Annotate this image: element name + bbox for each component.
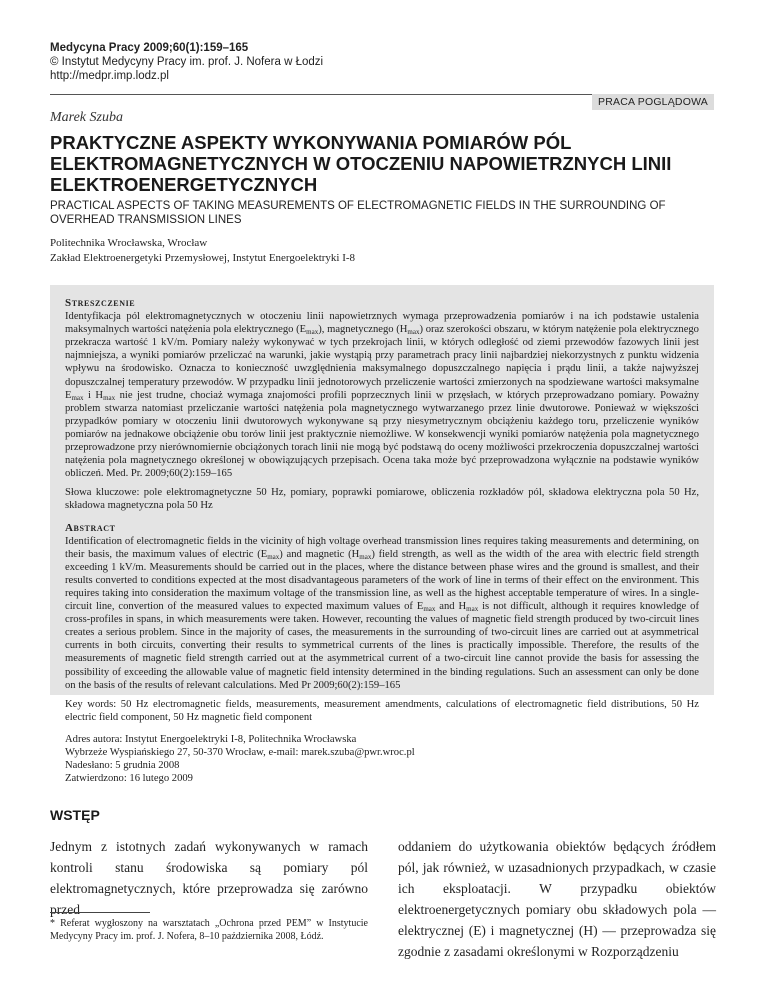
- intro-column-left: Jednym z istotnych zadań wykonywanych w ramach kontroli stanu środowiska są pomiary pól elektromagnetycznych, które przeprowadza się zarówno przed: [50, 839, 368, 917]
- article-title: PRAKTYCZNE ASPEKTY WYKONYWANIA POMIARÓW PÓL ELEKTROMAGNETYCZNYCH W OTOCZENIU NAPOWIETRZNYCH LINII ELEKTROENERGETYCZNYCH: [50, 132, 672, 195]
- affiliation-university: Politechnika Wrocławska, Wrocław: [50, 237, 208, 249]
- abstract-heading: Abstract: [65, 521, 116, 534]
- footnote-rule: [50, 912, 150, 913]
- correspondence-address: Adres autora: Instytut Energoelektryki I-8, Politechnika Wrocławska: [65, 733, 357, 745]
- article-type-badge: PRACA POGLĄDOWA: [592, 94, 714, 110]
- abstract-box: [50, 285, 714, 785]
- affiliation: [50, 236, 355, 266]
- streszczenie-text: Identyfikacja pól elektromagnetycznych w otoczeniu linii napowietrznych wymaga przeprowadzenia pomiarów i na ich podstawie ustalenia maksymalnych wartości natężenia pola elektrycznego $(E_{max})$, magnetycznego $(H_{max})$ oraz szerokości obszaru, w którym natężenie pola elektrycznego przekracza wartość 1 kV/m. Pomiary należy wykonywać w tych przekrojach linii, w których odległość od ziemi przewodów fazowych linii jest najmniejsza, a wyniki pomiarów przeliczać na warunki, jakie wystąpią przy parametrach pracy linii najbardziej niekorzystnych z punktu widzenia wpływu na środowisko. Oznacza to konieczność uwzględnienia maksymalnego dopuszczalnego napięcia i prądu linii, a także najwyższej dopuszczalnej temperatury przewodów. W przypadku linii jednotorowych przeliczenie wartości zmierzonych na spodziewane wartości maksymalne $E_{max}$ i $H_{max}$ nie jest trudne, chociaż wymaga znajomości profili poprzecznych linii w przęsłach, w których przeprowadzano pomiary. Poważny problem stwarza natomiast przeliczanie wartości natężenia pola magnetycznego wytwarzanego przez linie dwutorowe. Ponieważ w większości przypadków pomiary w otoczeniu linii dwutorowych wykonywane są przy niesymetrycznym obciążeniu każdego toru, przeliczenie wyników pomiarów na jednakowe obciążenie obu torów linii jest praktycznie niemożliwe. W konsekwencji wyniki pomiarów natężenia pola magnetycznego przeprowadzone przy nierównomiernie obciążonych torach linii nie mogą być podstawą do oceny możliwości przekroczenia dopuszczalnej wartości natężenia pola magnetycznego określonej w obowiązujących przepisach. Ocena taka może być przeprowadzona wyłącznie na podstawie wyników obliczeń. Med. Pr. 2009;60(2):159–165: [65, 311, 700, 480]
- section-heading-introduction: WSTĘP: [50, 807, 100, 823]
- copyright-line: © Instytut Medycyny Pracy im. prof. J. Nofera w Łodzi: [50, 56, 324, 68]
- author-name: Marek Szuba: [50, 110, 123, 125]
- streszczenie-heading: Streszczenie: [65, 297, 136, 309]
- abstract-text: Identification of electromagnetic fields in the vicinity of high voltage overhead transmission lines requires taking measurements and determining, on their basis, the maximum values of electric $(E_{max})$ and magnetic $(H_{max})$ field strength, as well as the width of the area with electric field strength exceeding 1 kV/m. Measurements should be carried out in the places, where the distance between phase wires and the ground is smallest, and their results converted to conditions expected at the most disadvantageous parameters of the work of line in terms of their effect on the environment. This requires taking into consideration the maximum voltage of the transmission line, as well as the highest acceptable temperature of wires. In a single-circuit line, convertion of the measured values to expected maximum values of $E_{max}$ and $H_{max}$ is not difficult, although it requires knowledge of cross-profiles in spans, in which measurements were taken. However, recounting the values of magnetic field strength produced by two-circuit lines creates a serious problem. Since in the majority of cases, the measurements in the surrounding of two-circuit lines are carried out at asymmetrical currents in both circuits, converting their results to symmetrical currents of the lines is practically impossible. Therefore, the results of the measurements of magnetic field strength carried out at the asymmetrical current of a two-circuit line cannot provide the basis for assessing the possibility of exceeding the allowable value of magnetic field intensity determined in the binding regulations. Such an assessment can only be done on the basis of the results of relevant calculations. Med Pr 2009;60(2):159–165: [65, 535, 700, 691]
- intro-column-right: oddaniem do użytkowania obiektów będących źródłem pól, jak również, w uzasadnionych przypadkach, w czasie ich eksploatacji. W przypadku obiektów elektroenergetycznych pomiary obu składowych pola — elektrycznej (E) i magnetycznej (H) — przeprowadza się zgodnie z zasadami określonymi w Rozporządzeniu: [398, 839, 716, 959]
- received-date: Nadesłano: 5 grudnia 2008: [65, 760, 180, 772]
- affiliation-department: Zakład Elektroenergetyki Przemysłowej, Instytut Energoelektryki I-8: [50, 252, 356, 264]
- journal-url[interactable]: http://medpr.imp.lodz.pl: [50, 70, 169, 82]
- correspondence-block: [65, 733, 699, 785]
- abstract-keywords: Key words: 50 Hz electromagnetic fields, measurements, measurement amendments, calculations of electromagnetic field distributions, 50 Hz electric field component, 50 Hz magnetic field component: [65, 698, 699, 723]
- journal-header: [50, 41, 323, 83]
- footnote: * Referat wygłoszony na warsztatach „Ochrona przed PEM” w Instytucie Medycyny Pracy im. prof. J. Nofera, 8–10 października 2008, Łódź.: [50, 918, 368, 942]
- article-title-english: PRACTICAL ASPECTS OF TAKING MEASUREMENTS OF ELECTROMAGNETIC FIELDS IN THE SURROUNDING OF OVERHEAD TRANSMISSION LINES: [50, 200, 666, 226]
- journal-citation: Medycyna Pracy 2009;60(1):159–165: [50, 42, 249, 54]
- correspondence-street-email: Wybrzeże Wyspiańskiego 27, 50-370 Wrocław, e-mail: marek.szuba@pwr.wroc.pl: [65, 747, 415, 758]
- accepted-date: Zatwierdzono: 16 lutego 2009: [65, 773, 193, 785]
- streszczenie-keywords: Słowa kluczowe: pole elektromagnetyczne 50 Hz, pomiary, poprawki pomiarowe, obliczenia rozkładów pól, składowa elektryczna pola 50 Hz, składowa magnetyczna pola 50 Hz: [65, 487, 699, 512]
